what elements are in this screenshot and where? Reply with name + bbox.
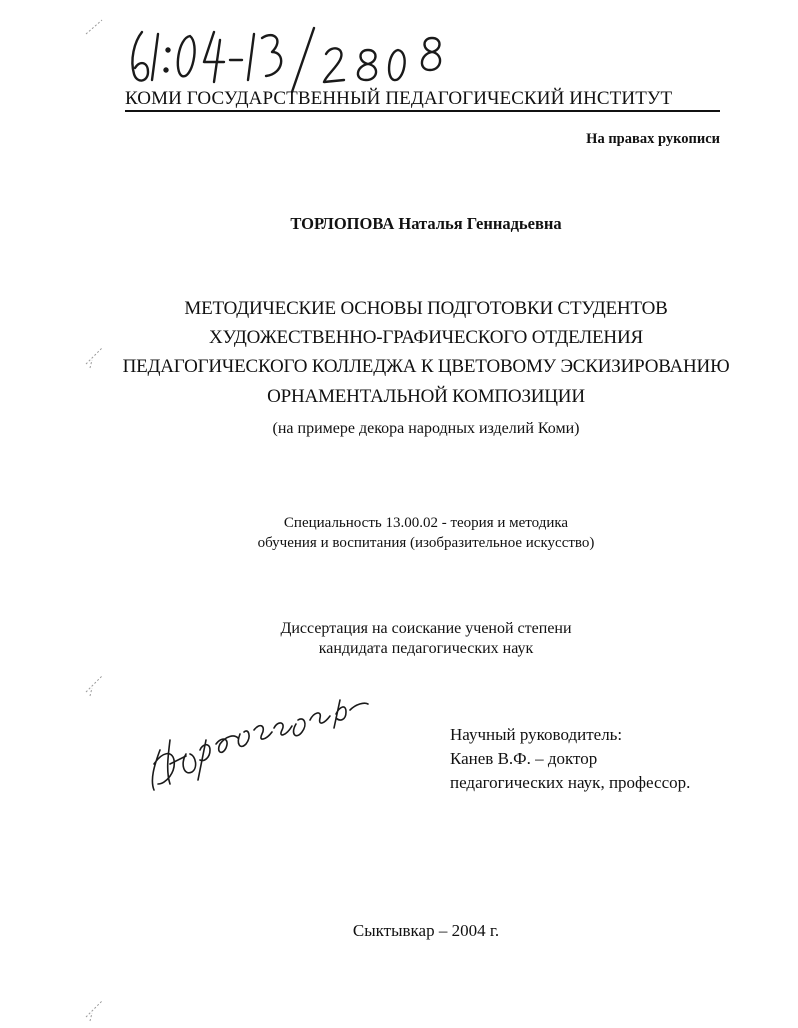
advisor-line-3: педагогических наук, профессор.: [450, 773, 691, 792]
institute-name: КОМИ ГОСУДАРСТВЕННЫЙ ПЕДАГОГИЧЕСКИЙ ИНСТИТУТ: [125, 88, 673, 109]
institute-underline: [125, 110, 720, 112]
dissertation-line-2: кандидата педагогических наук: [318, 640, 534, 657]
advisor-line-1: Научный руководитель:: [450, 725, 623, 744]
dissertation-line-1: Диссертация на соискание ученой степени: [280, 620, 572, 637]
city-year: Сыктывкар – 2004 г.: [352, 921, 500, 940]
title-line-2: ХУДОЖЕСТВЕННО-ГРАФИЧЕСКОГО ОТДЕЛЕНИЯ: [209, 327, 643, 348]
scan-mark: [84, 668, 104, 698]
title-subtitle: (на примере декора народных изделий Коми): [272, 420, 580, 437]
signature-drawing: [140, 680, 370, 800]
scan-mark: [84, 14, 104, 38]
specialty-line-2: обучения и воспитания (изобразительное искусство): [257, 535, 595, 551]
title-line-1: МЕТОДИЧЕСКИЕ ОСНОВЫ ПОДГОТОВКИ СТУДЕНТОВ: [184, 298, 668, 319]
scan-mark: [84, 340, 104, 370]
scan-mark: [84, 995, 104, 1023]
handwritten-signature: [140, 680, 370, 800]
advisor-line-2: Канев В.Ф. – доктор: [450, 749, 598, 768]
title-line-4: ОРНАМЕНТАЛЬНОЙ КОМПОЗИЦИИ: [267, 386, 585, 407]
rights-note: На правах рукописи: [586, 131, 720, 147]
advisor-block: [450, 723, 690, 795]
author-name: ТОРЛОПОВА Наталья Геннадьевна: [290, 214, 562, 233]
title-line-3: ПЕДАГОГИЧЕСКОГО КОЛЛЕДЖА К ЦВЕТОВОМУ ЭСКИЗИРОВАНИЮ: [122, 356, 730, 377]
specialty-line-1: Специальность 13.00.02 - теория и методика: [283, 515, 569, 531]
